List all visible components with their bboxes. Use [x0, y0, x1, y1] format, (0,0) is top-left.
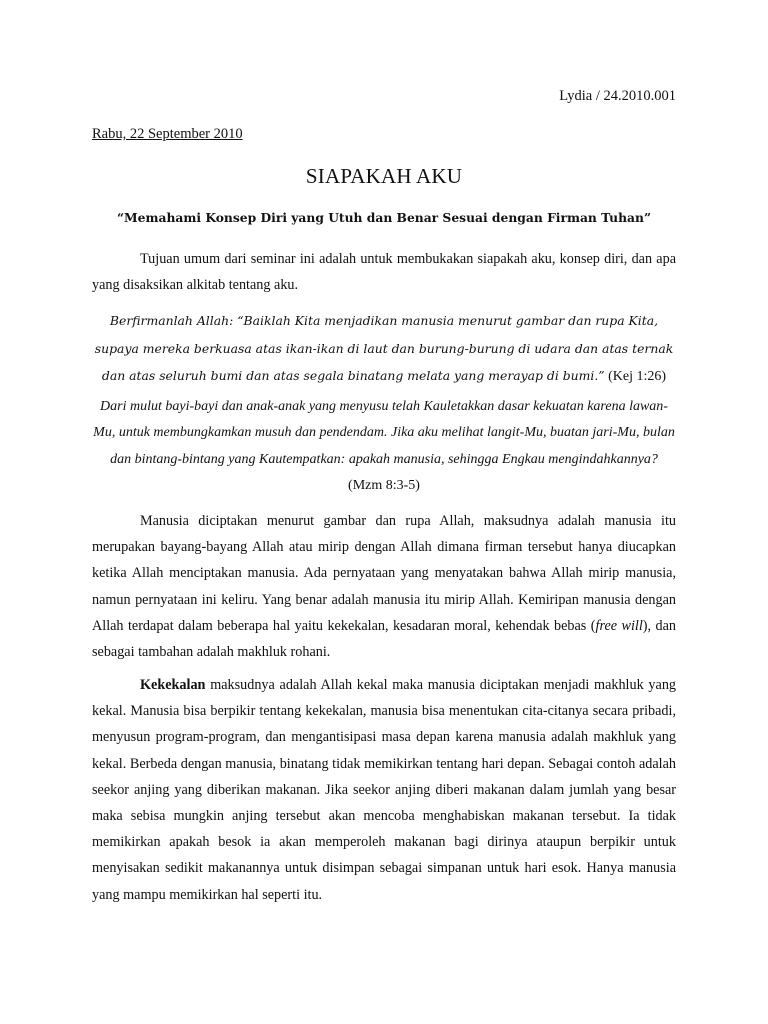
quote-psalm-text: Dari mulut bayi-bayi dan anak-anak yang menyusu telah Kauletakkan dasar kekuatan karena lawan-Mu, untuk membungkamkan musuh dan pendendam. Jika aku melihat langit-Mu, buatan jari-Mu, bulan dan bintang-bintang yang Kautempatkan: apakah manusia, sehingga Engkau mengindahkannya? — [93, 399, 675, 467]
document-page — [92, 0, 676, 1024]
quote-psalm-reference: (Mzm 8:3-5) — [348, 478, 420, 494]
intro-text: Tujuan umum dari seminar ini adalah untuk membukakan siapakah aku, konsep diri, dan apa yang disaksikan alkitab tentang aku. — [92, 251, 676, 294]
intro-paragraph — [92, 246, 676, 298]
manusia-text-after: ), dan sebagai tambahan adalah makhluk rohani. — [92, 617, 677, 661]
kekekalan-paragraph — [92, 672, 676, 908]
manusia-paragraph — [92, 508, 676, 665]
free-will-term: free will — [595, 617, 643, 634]
scripture-quote-psalm — [92, 394, 676, 500]
kekekalan-text: maksudnya adalah Allah kekal maka manusia diciptakan menjadi makhluk yang kekal. Manusia bisa berpikir tentang kekekalan, manusia bisa menentukan cita-citanya secara pribadi, menyusun program-program, dan mengantisipasi masa depan karena manusia adalah makhluk yang kekal. Berbeda dengan manusia, binatang tidak memikirkan tentang hari depan. Sebagai contoh adalah seekor anjing yang diberikan makanan. Jika seekor anjing diberi makanan dalam jumlah yang besar maka sebisa mungkin anjing tersebut akan mencoba menghabiskan makanan tersebut. Ia tidak memikirkan apakah besok ia akan memperoleh makanan bagi dirinya ataupun berpikir untuk menyisakan sedikit makanannya untuk disimpan sebagai simpanan untuk hari esok. Hanya manusia yang mampu memikirkan hal seperti itu. — [92, 677, 677, 903]
quote-genesis-text: Berfirmanlah Allah: “Baiklah Kita menjadikan manusia menurut gambar dan rupa Kita, supaya mereka berkuasa atas ikan-ikan di laut dan burung-burung di udara dan atas ternak dan atas seluruh bumi dan atas segala binatang melata yang merayap di bumi.” — [94, 313, 674, 383]
date-line: Rabu, 22 September 2010 — [92, 126, 243, 142]
document-subtitle: “Memahami Konsep Diri yang Utuh dan Benar Sesuai dengan Firman Tuhan” — [116, 210, 652, 225]
document-title: SIAPAKAH AKU — [305, 164, 463, 188]
manusia-text-before: Manusia diciptakan menurut gambar dan rupa Allah, maksudnya adalah manusia itu merupakan bayang-bayang Allah atau mirip dengan Allah dimana firman tersebut hanya diucapkan ketika Allah menciptakan manusia. Ada pernyataan yang menyatakan bahwa Allah mirip manusia, namun pernyataan ini keliru. Yang benar adalah manusia itu mirip Allah. Kemiripan manusia dengan Allah terdapat dalam beberapa hal yaitu kekekalan, kesadaran moral, kehendak bebas ( — [92, 513, 676, 634]
author-line: Lydia / 24.2010.001 — [559, 88, 676, 104]
scripture-quote-genesis — [92, 308, 676, 391]
kekekalan-term: Kekekalan — [140, 677, 206, 693]
quote-genesis-reference: (Kej 1:26) — [608, 369, 667, 384]
